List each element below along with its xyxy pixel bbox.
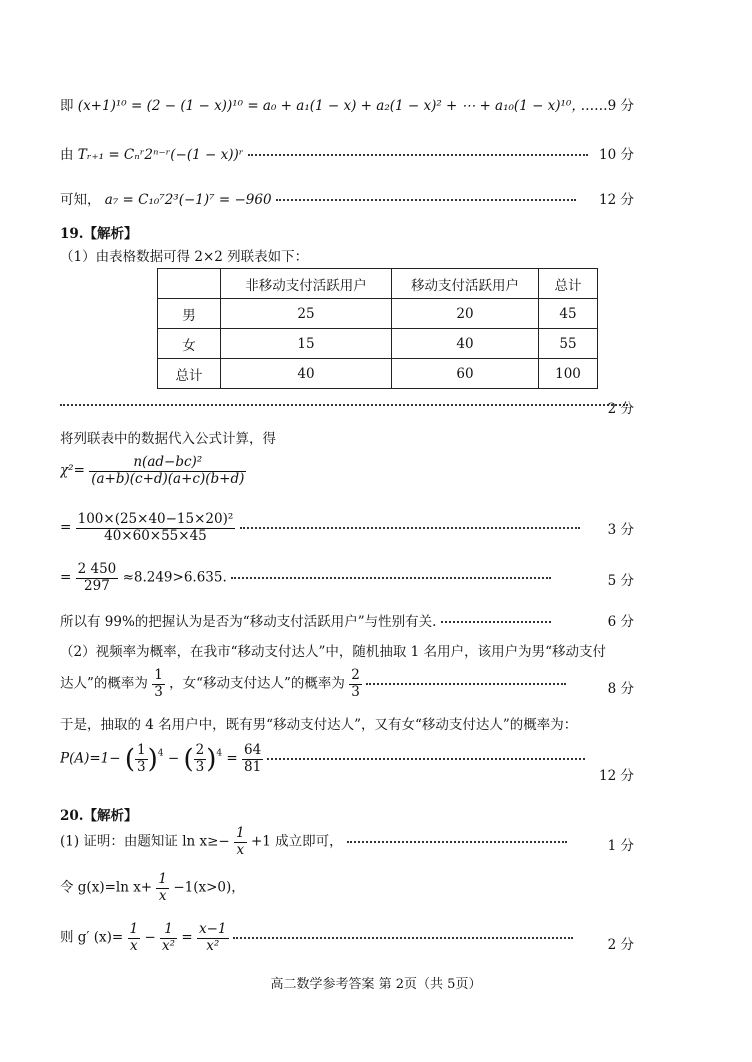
table-cell: 总计	[158, 359, 221, 389]
table-row	[158, 329, 598, 359]
function-def: 令 g(x)=ln x+	[60, 879, 153, 896]
table-cell: 55	[539, 329, 598, 359]
derivative-lhs: 则 g′ (x)=	[60, 929, 124, 946]
page-footer: 高二数学参考答案 第 2页（共 5页）	[270, 977, 482, 992]
equation-line-2	[60, 143, 642, 163]
dot-leader	[231, 577, 551, 579]
q20-line-2	[60, 872, 245, 904]
fraction-numerator: 64	[243, 743, 262, 758]
fraction-numerator: x−1	[198, 922, 227, 937]
equals-sign: =	[60, 569, 72, 586]
derivative-result	[197, 922, 229, 954]
part-2-intro: （2）视频率为概率，在我市“移动支付达人”中，随机抽取 1 名用户，该用户为男“移动支付	[60, 644, 606, 660]
chi-step-2	[60, 512, 580, 544]
fraction-denominator: 297	[84, 577, 110, 594]
table-cell: 45	[539, 299, 598, 329]
equals-sign: =	[226, 750, 238, 767]
fraction-denominator: x	[130, 937, 138, 954]
fraction-denominator: x²	[206, 937, 220, 954]
score-mark: 2 分	[607, 401, 634, 417]
coefficient-formula: a₇ = C₁₀⁷2³(−1)⁷ = −960	[104, 192, 272, 208]
female-prob-label: ，女“移动支付达人”的概率为	[169, 675, 345, 692]
fraction-denominator: x²	[162, 937, 176, 954]
q20-line-3	[60, 922, 573, 954]
chi-step-3	[60, 562, 551, 594]
score-mark: 5 分	[607, 573, 634, 589]
table-cell: 60	[392, 359, 539, 389]
conclusion-text: 所以有 99%的把握认为是否为“移动支付活跃用户”与性别有关.	[60, 614, 437, 630]
q20-line-1	[60, 826, 567, 858]
approx-value: ≈8.249>6.635.	[122, 569, 227, 586]
male-prob-label: 达人”的概率为	[60, 675, 148, 692]
derivative-term-2	[160, 922, 177, 954]
proof-intro: (1) 证明：由题知证 ln x≥−	[60, 833, 230, 850]
step-3-fraction	[76, 562, 119, 594]
binomial-expansion-formula: (x+1)¹⁰ = (2 − (1 − x))¹⁰ = a₀ + a₁(1 − x) + a₂(1 − x)² + ⋯ + a₁₀(1 − x)¹⁰，	[77, 98, 585, 114]
neg-reciprocal-fraction	[234, 826, 247, 858]
exponent: 4	[157, 748, 164, 759]
fraction-denominator: 81	[243, 758, 262, 775]
dot-leader	[366, 683, 566, 685]
dot-leader	[347, 841, 567, 843]
function-def-tail: −1(x>0)，	[173, 879, 245, 896]
dot-leader	[276, 199, 576, 201]
derivative-term-1	[128, 922, 141, 954]
table-score-line	[60, 397, 642, 413]
line-prefix: 由	[60, 147, 74, 163]
general-term-formula: Tᵣ₊₁ = Cₙʳ2ⁿ⁻ʳ(−(1 − x))ʳ	[77, 147, 244, 163]
equation-line-3	[60, 188, 642, 208]
line-prefix: 可知，	[60, 192, 101, 208]
term-1-fraction	[135, 743, 148, 775]
substitute-text: 将列联表中的数据代入公式计算，得	[60, 431, 276, 447]
probability-formula	[60, 743, 585, 775]
score-mark: 3 分	[607, 522, 634, 538]
table-cell: 女	[158, 329, 221, 359]
score-mark: 12 分	[599, 192, 634, 208]
table-row	[158, 299, 598, 329]
score-mark: 10 分	[599, 147, 634, 163]
table-cell: 男	[158, 299, 221, 329]
fraction-denominator: 3	[351, 683, 360, 700]
line-prefix: 即	[60, 98, 74, 114]
fraction-numerator: 2	[351, 668, 360, 683]
fraction-numerator: 1	[160, 922, 177, 939]
part-2-probabilities	[60, 668, 566, 700]
table-cell: 15	[221, 329, 392, 359]
score-mark: 2 分	[607, 937, 634, 953]
fraction-numerator: 2 450	[77, 562, 117, 577]
table-header-cell: 总计	[539, 269, 598, 299]
fraction-denominator: 3	[137, 758, 146, 775]
fraction-denominator: (a+b)(c+d)(a+c)(b+d)	[91, 470, 245, 487]
dot-leader	[267, 758, 585, 760]
table-cell: 25	[221, 299, 392, 329]
chi-square-formula	[60, 455, 246, 487]
fraction-numerator: 1	[137, 743, 146, 758]
therefore-text: 于是，抽取的 4 名用户中，既有男“移动支付达人”，又有女“移动支付达人”的概率为：	[60, 717, 578, 733]
fraction-denominator: 3	[154, 683, 163, 700]
score-mark: 1 分	[607, 838, 634, 854]
question-19-title: 19.【解析】	[60, 226, 138, 242]
table-row	[158, 359, 598, 389]
minus-sign: −	[167, 750, 180, 767]
equation-line-1	[60, 94, 642, 114]
paren-open: (	[183, 744, 194, 775]
fraction-denominator: 3	[195, 758, 205, 775]
table-cell: 40	[221, 359, 392, 389]
table-cell: 100	[539, 359, 598, 389]
contingency-table	[157, 268, 598, 389]
dot-leader	[248, 154, 588, 156]
score-mark: 12 分	[599, 768, 634, 784]
male-prob-fraction	[152, 668, 165, 700]
dot-leader	[60, 404, 628, 406]
table-header-row	[158, 269, 598, 299]
minus-sign: −	[144, 929, 156, 946]
paren-close: )	[147, 744, 158, 775]
fraction-denominator: x	[236, 841, 245, 858]
dot-leader	[233, 937, 573, 939]
dot-leader	[240, 527, 580, 529]
equals-sign: =	[181, 929, 193, 946]
fraction-numerator: 1	[129, 922, 139, 937]
female-prob-fraction	[349, 668, 362, 700]
fraction-numerator: 100×(25×40−15×20)²	[77, 512, 234, 527]
fraction-numerator: 1	[236, 826, 245, 841]
dot-leader	[441, 621, 551, 623]
term-2-fraction	[194, 743, 207, 775]
fraction-numerator: 1	[158, 872, 168, 887]
table-header-cell: 非移动支付活跃用户	[221, 269, 392, 299]
chi-fraction	[89, 455, 246, 487]
fraction-numerator: n(ad−bc)²	[89, 455, 246, 472]
score-mark: ……9 分	[580, 98, 634, 114]
exponent: 4	[216, 748, 223, 759]
table-cell: 40	[392, 329, 539, 359]
table-cell: 20	[392, 299, 539, 329]
result-fraction	[242, 743, 263, 775]
fraction-denominator: x	[158, 887, 167, 904]
reciprocal-fraction	[156, 872, 169, 904]
table-header-cell: 移动支付活跃用户	[392, 269, 539, 299]
score-mark: 6 分	[607, 614, 634, 630]
fraction-denominator: 40×60×55×45	[104, 527, 207, 544]
fraction-numerator: 1	[154, 668, 163, 683]
paren-close: )	[206, 744, 217, 775]
part-1-intro: （1）由表格数据可得 2×2 列联表如下：	[60, 249, 309, 265]
table-header-cell	[158, 269, 221, 299]
equals-sign: =	[60, 519, 72, 536]
chi-lhs: χ²=	[60, 462, 85, 479]
proof-tail: +1 成立即可，	[250, 833, 343, 850]
step-2-fraction	[76, 512, 236, 544]
score-mark: 8 分	[607, 681, 634, 697]
conclusion-line	[60, 610, 642, 630]
paren-open: (	[124, 744, 136, 775]
probability-lhs: P(A)=1−	[60, 750, 121, 767]
fraction-numerator: 2	[195, 743, 205, 758]
question-20-title: 20.【解析】	[60, 808, 138, 824]
